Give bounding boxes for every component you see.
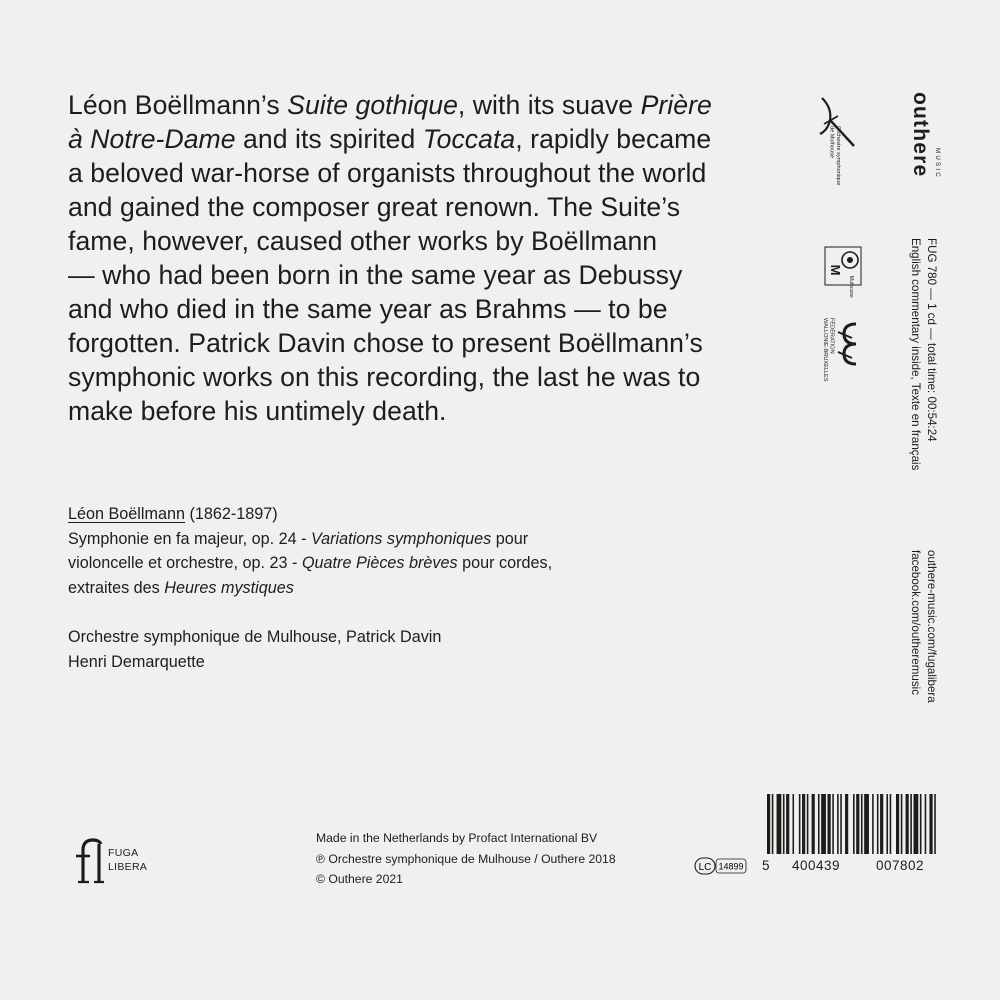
- text-line: [68, 190, 758, 224]
- barcode-bar: [920, 794, 922, 854]
- copyright-line: © Outhere 2021: [316, 872, 403, 886]
- barcode-bar: [910, 794, 912, 854]
- text-run: , with its suave: [457, 90, 641, 120]
- barcode-first-digit: 5: [762, 858, 771, 873]
- fuga-libera-wordmark: FUGA LIBERA: [108, 847, 148, 873]
- barcode-bar: [772, 794, 774, 854]
- performer-orchestra: Orchestre symphonique de Mulhouse, Patrick Davin: [68, 628, 442, 646]
- barcode-bar: [853, 794, 855, 854]
- website-link[interactable]: outhere-music.com/fugalibera: [925, 550, 938, 703]
- legal-notice: [316, 828, 616, 890]
- text-run: symphonic works on this recording, the last he was to: [68, 362, 701, 392]
- italic-title: Quatre Pièces brèves: [301, 554, 458, 572]
- text-line: [68, 292, 758, 326]
- composer-name: Léon Boëllmann: [68, 505, 185, 523]
- text-line: [68, 88, 758, 122]
- text-line: [68, 551, 708, 576]
- barcode-bar: [799, 794, 801, 854]
- italic-title: Suite gothique: [287, 90, 458, 120]
- barcode-bar: [901, 794, 903, 854]
- barcode-bar: [886, 794, 888, 854]
- barcode-bar: [864, 794, 869, 854]
- language-info: English commentary inside, Texte en français: [909, 238, 922, 471]
- works-list: [68, 527, 708, 601]
- barcode-left-digits: 400439: [792, 858, 841, 873]
- text-run: extraites des: [68, 578, 165, 597]
- mulhouse-logo-label: Mulhouse: [848, 276, 854, 298]
- mulhouse-city-logo: [824, 246, 862, 298]
- italic-title: Variations symphoniques: [310, 529, 492, 548]
- barcode-bar: [872, 794, 874, 854]
- text-run: Léon Boëllmann’s: [68, 90, 288, 120]
- text-line: [68, 156, 758, 190]
- barcode-bar: [856, 794, 859, 854]
- catalog-info: FUG 780 — 1 cd — total time: 00:54:24: [925, 238, 938, 442]
- barcode-bar: [861, 794, 863, 854]
- italic-title: Prière: [640, 90, 712, 120]
- outhere-music-label: MUSIC: [934, 148, 941, 179]
- barcode-bar: [767, 794, 770, 854]
- barcode-bar: [837, 794, 839, 854]
- barcode-bar: [818, 794, 820, 854]
- composer-line: [68, 502, 708, 527]
- barcode-bar: [840, 794, 842, 854]
- text-run: make before his untimely death.: [68, 396, 447, 426]
- federation-text: FÉDÉRATION WALLONIE-BRUXELLES: [822, 318, 835, 382]
- text-line: [68, 527, 708, 552]
- barcode-bar: [845, 794, 848, 854]
- performers: [68, 625, 441, 674]
- text-run: violoncelle et orchestre, op. 23 -: [68, 554, 302, 572]
- text-line: [68, 360, 758, 394]
- barcode-bar: [880, 794, 883, 854]
- barcode-bar: [929, 794, 932, 854]
- italic-title: Toccata: [422, 124, 516, 154]
- album-description: [68, 88, 758, 428]
- text-line: [68, 576, 708, 601]
- work-credits: [68, 502, 708, 600]
- barcode-bar: [812, 794, 815, 854]
- text-line: [68, 122, 758, 156]
- barcode-bar: [934, 794, 936, 854]
- italic-title: à Notre-Dame: [68, 124, 236, 154]
- text-line: [68, 394, 758, 428]
- phonogram-copyright: ℗ Orchestre symphonique de Mulhouse / Outhere 2018: [316, 851, 616, 866]
- composer-dates: (1862-1897): [185, 505, 278, 523]
- performer-soloist: Henri Demarquette: [68, 652, 205, 671]
- text-run: pour cordes,: [457, 554, 553, 572]
- facebook-link[interactable]: facebook.com/outheremusic: [909, 550, 922, 695]
- barcode-bar: [792, 794, 794, 854]
- orchestre-mulhouse-text: Orchestre symphonique de Mulhouse: [828, 126, 841, 186]
- barcode-bar: [906, 794, 909, 854]
- text-run: and its spirited: [235, 124, 423, 154]
- lc-prefix: LC: [698, 862, 712, 873]
- manufacture-line: Made in the Netherlands by Profact International BV: [316, 831, 598, 845]
- text-line: [68, 224, 758, 258]
- lc-code: 14899: [718, 861, 744, 872]
- text-run: forgotten. Patrick Davin chose to present Boëllmann’s: [68, 328, 703, 358]
- barcode-bar: [777, 794, 782, 854]
- text-run: and gained the composer great renown. The Suite’s: [68, 192, 681, 222]
- text-run: Symphonie en fa majeur, op. 24 -: [68, 529, 311, 548]
- barcode-bar: [786, 794, 789, 854]
- text-run: , rapidly became: [515, 124, 712, 154]
- barcode-bar: [832, 794, 834, 854]
- text-line: [68, 258, 758, 292]
- barcode-bar: [877, 794, 879, 854]
- barcode-bar: [802, 794, 805, 854]
- text-run: a beloved war-horse of organists throughout the world: [68, 158, 707, 188]
- barcode-bar: [914, 794, 919, 854]
- text-run: fame, however, caused other works by Boëllmann: [68, 226, 658, 256]
- text-run: — who had been born in the same year as Debussy: [68, 260, 683, 290]
- barcode-bar: [896, 794, 899, 854]
- federation-wallonie-bruxelles-logo: [832, 318, 862, 370]
- barcode-bar: [821, 794, 826, 854]
- barcode-bar: [783, 794, 785, 854]
- mulhouse-logo-letter: M: [828, 264, 843, 276]
- barcode-bar: [890, 794, 892, 854]
- ean-barcode: [767, 794, 939, 854]
- barcode-right-digits: 007802: [876, 858, 925, 873]
- label-code-badge: [694, 857, 748, 875]
- text-run: and who died in the same year as Brahms — to be: [68, 294, 668, 324]
- barcode-bar: [828, 794, 831, 854]
- text-run: pour: [491, 529, 529, 548]
- text-line: [68, 326, 758, 360]
- barcode-bar: [925, 794, 927, 854]
- barcode-bar: [807, 794, 809, 854]
- outhere-logo: outhere: [909, 92, 932, 178]
- italic-title: Heures mystiques: [164, 578, 294, 597]
